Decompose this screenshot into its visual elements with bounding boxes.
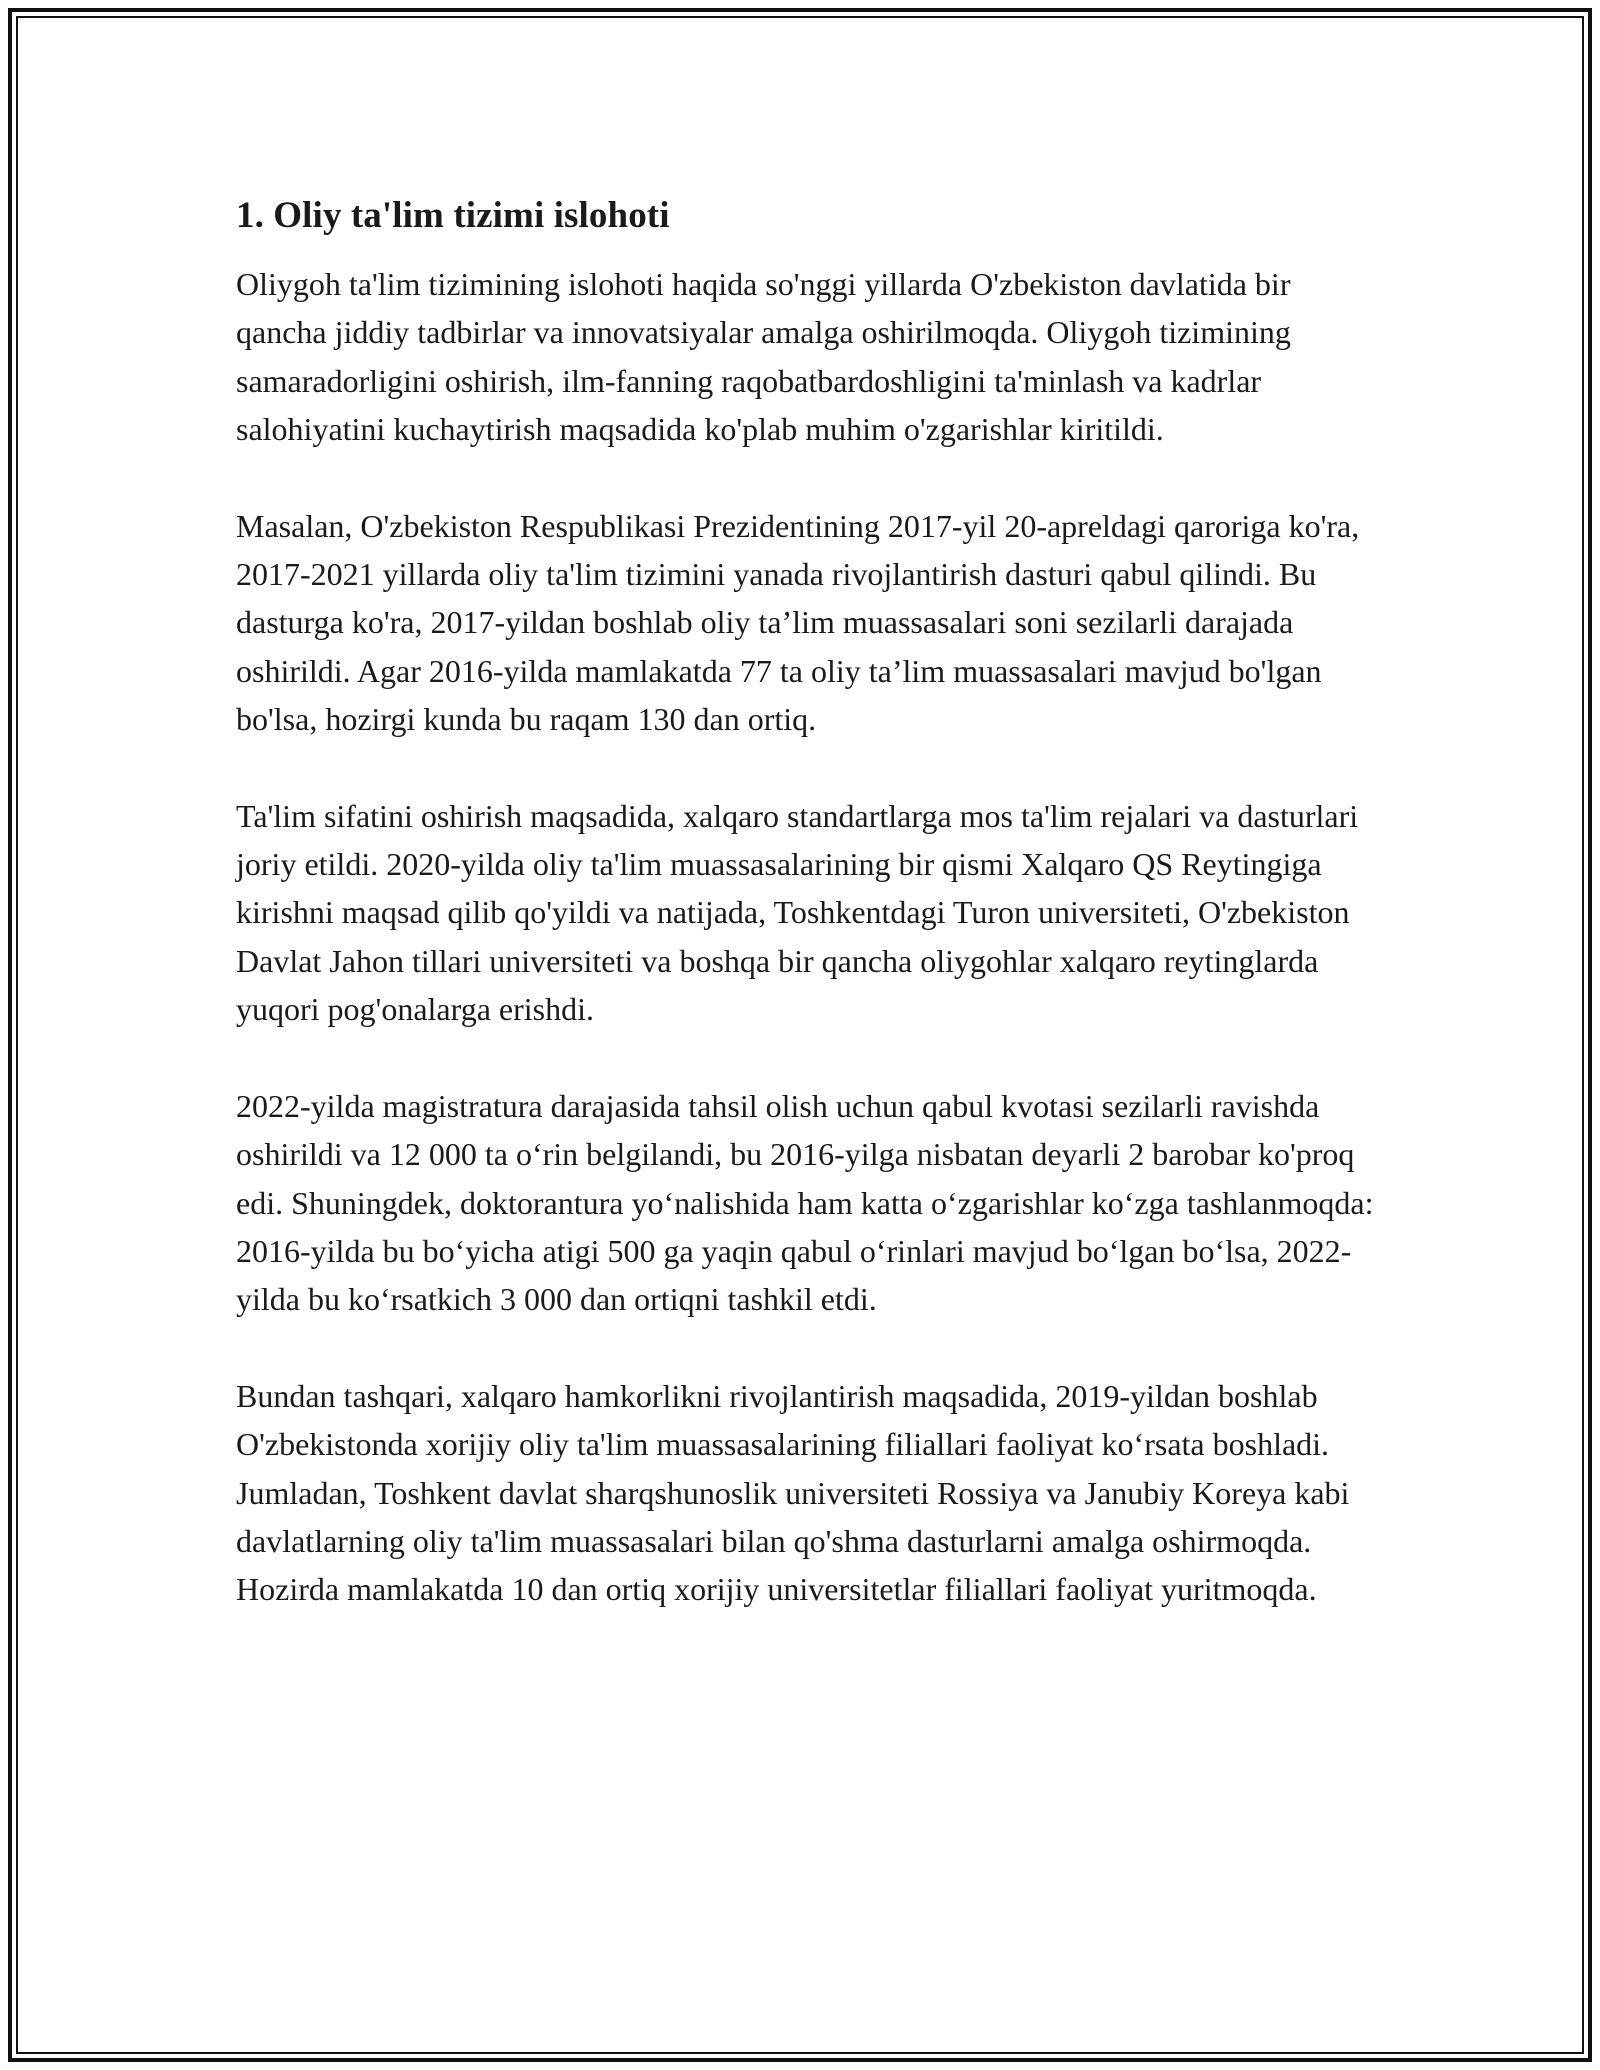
document-body [236, 190, 1386, 1662]
paragraph-3: Ta'lim sifatini oshirish maqsadida, xalqaro standartlarga mos ta'lim rejalari va dasturlari joriy etildi. 2020-yilda oliy ta'lim muassasalarining bir qismi Xalqaro QS Reytingiga kirishni maqsad qilib qo'yildi va natijada, Toshkentdagi Turon universiteti, O'zbekiston Davlat Jahon tillari universiteti va boshqa bir qancha oliygohlar xalqaro reytinglarda yuqori pog'onalarga erishdi. [236, 797, 1359, 1028]
paragraph-1: Oliygoh ta'lim tizimining islohoti haqida so'nggi yillarda O'zbekiston davlatida bir qancha jiddiy tadbirlar va innovatsiyalar amalga oshirilmoqda. Oliygoh tizimining samaradorligini oshirish, ilm-fanning raqobatbardoshligini ta'minlash va kadrlar salohiyatini kuchaytirish maqsadida ko'plab muhim o'zgarishlar kiritildi. [236, 266, 1291, 448]
section-heading: 1. Oliy ta'lim tizimi islohoti [236, 195, 670, 236]
paragraph-2: Masalan, O'zbekiston Respublikasi Prezidentining 2017-yil 20-apreldagi qaroriga ko'ra, 2017-2021 yillarda oliy ta'lim tizimini yanada rivojlantirish dasturi qabul qilindi. Bu dasturga ko'ra, 2017-yildan boshlab oliy ta’lim muassasalari soni sezilarli darajada oshirildi. Agar 2016-yilda mamlakatda 77 ta oliy ta’lim muassasalari mavjud bo'lgan bo'lsa, hozirgi kunda bu raqam 130 dan ortiq. [236, 507, 1360, 738]
paragraph-5: Bundan tashqari, xalqaro hamkorlikni rivojlantirish maqsadida, 2019-yildan boshlab O'zbekistonda xorijiy oliy ta'lim muassasalarining filiallari faoliyat koʻrsata boshladi. Jumladan, Toshkent davlat sharqshunoslik universiteti Rossiya va Janubiy Koreya kabi davlatlarning oliy ta'lim muassasalari bilan qo'shma dasturlarni amalga oshirmoqda. Hozirda mamlakatda 10 dan ortiq xorijiy universitetlar filiallari faoliyat yuritmoqda. [236, 1377, 1350, 1608]
paragraph-4: 2022-yilda magistratura darajasida tahsil olish uchun qabul kvotasi sezilarli ravishda oshirildi va 12 000 ta oʻrin belgilandi, bu 2016-yilga nisbatan deyarli 2 barobar ko'proq edi. Shuningdek, doktorantura yoʻnalishida ham katta oʻzgarishlar koʻzga tashlanmoqda: 2016-yilda bu boʻyicha atigi 500 ga yaqin qabul oʻrinlari mavjud boʻlgan boʻlsa, 2022-yilda bu koʻrsatkich 3 000 dan ortiqni tashkil etdi. [236, 1087, 1374, 1318]
